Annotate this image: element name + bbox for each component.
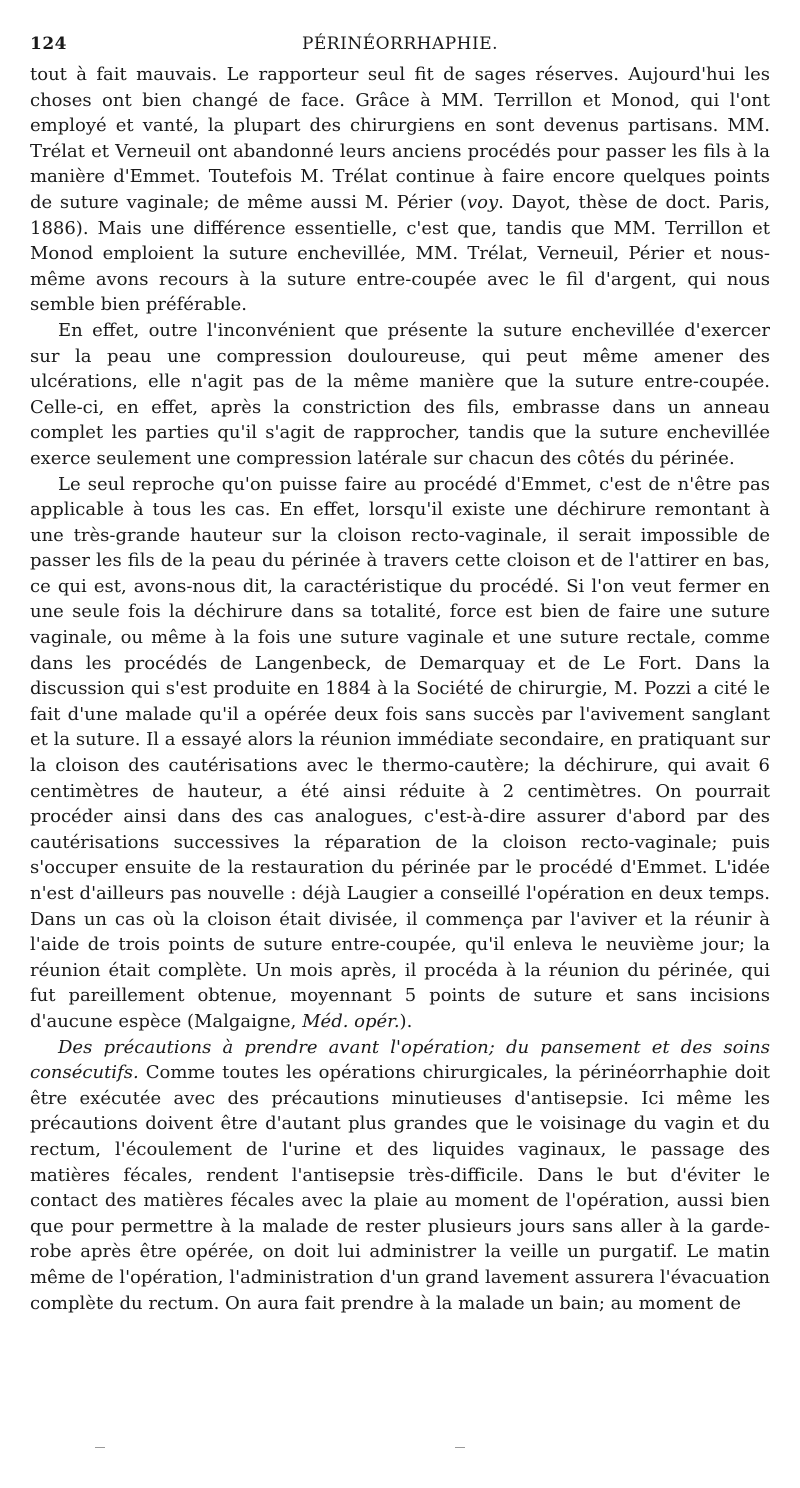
paragraph-1-voy: voy xyxy=(466,191,499,213)
paragraph-1-end: . Dayot, thèse de doct. Paris, 1886). Mais une différence essentielle, c'est que, tandis que MM. Terrillon et Monod emploient la suture enchevillée, MM. Trélat, Verneuil, Périer et nous-même avons recours à la suture entre-coupée avec le fil d'argent, qui nous semble bien préférable. xyxy=(30,191,771,316)
section-heading: Des précautions à prendre avant l'opération; du pansement et des soins consécutifs. xyxy=(30,1036,770,1084)
paragraph-3-text: Le seul reproche qu'on puisse faire au procédé d'Emmet, c'est de n'être pas applicable à tous les cas. En effet, lorsqu'il existe une déchirure remontant à une très-grande hauteur sur la cloison recto-vaginale, il serait impossible de passer les fils de la peau du périnée à travers cette cloison et de l'attirer en bas, ce qui est, avons-nous dit, la caractéristique du procédé. Si l'on veut fermer en une seule fois la déchirure dans sa totalité, force est bien de faire une suture vaginale, ou même à la fois une suture vaginale et une suture rectale, comme dans les procédés de Langenbeck, de Demarquay et de Le Fort. Dans la discussion qui s'est produite en 1884 à la Société de chirurgie, M. Pozzi a cité le fait d'une malade qu'il a opérée deux fois sans succès par l'avivement sanglant et la suture. Il a essayé alors la réunion immédiate secondaire, en pratiquant sur la cloison des cautérisations avec le thermo-cautère; la déchirure, qui avait 6 centimètres de hauteur, a été ainsi réduite à 2 centimètres. On pourrait procéder ainsi dans des cas analogues, c'est-à-dire assurer d'abord par des cautérisations successives la réparation de la cloison recto-vaginale; puis s'occuper ensuite de la restauration du périnée par le procédé d'Emmet. L'idée n'est d'ailleurs pas nouvelle : déjà Laugier a conseillé l'opération en deux temps. Dans un cas où la cloison était divisée, il commença par l'aviver et la réunir à l'aide de trois points de suture entre-coupée, qu'il enleva le neuvième jour; la réunion était complète. Un mois après, il procéda à la réunion du périnée, qui fut pareillement obtenue, moyennant 5 points de suture et sans incisions d'aucune espèce (Malgaigne, xyxy=(30,473,770,1032)
running-title: PÉRINÉORRHAPHIE. xyxy=(301,34,499,54)
paragraph-2-text: En effet, outre l'inconvénient que présente la suture enchevillée d'exercer sur la peau une compression douloureuse, qui peut même amener des ulcérations, elle n'agit pas de la même manière que la suture entre-coupée. Celle-ci, en effet, après la constriction des fils, embrasse dans un anneau complet les parties qu'il s'agit de rapprocher, tandis que la suture enchevillée exerce seulement une compression latérale sur chacun des côtés du périnée. xyxy=(30,319,770,469)
paragraph-1-text: tout à fait mauvais. Le rapporteur seul fit de sages réserves. Aujourd'hui les choses ont bien changé de face. Grâce à MM. Terrillon et Monod, qui l'ont employé et vanté, la plupart des chirurgiens en sont devenus partisans. MM. Trélat et Verneuil ont abandonné leurs anciens procédés pour passer les fils à la manière d'Emmet. Toutefois M. Trélat continue à faire encore quelques points de suture vaginale; de même aussi M. Périer ( xyxy=(30,64,770,213)
page-header xyxy=(30,34,770,54)
scan-mark xyxy=(455,1447,465,1448)
page-number: 124 xyxy=(30,34,67,54)
paragraph-4-text: Comme toutes les opérations chirurgicales, la périnéorrhaphie doit être exécutée avec des précautions minutieuses d'antisepsie. Ici même les précautions doivent être d'autant plus grandes que le voisinage du vagin et du rectum, l'écoulement de l'urine et des liquides vaginaux, le passage des matières fécales, rendent l'antisepsie très-difficile. Dans le but d'éviter le contact des matières fécales avec la plaie au moment de l'opération, aussi bien que pour permettre à la malade de rester plusieurs jours sans aller à la garde-robe après être opérée, on doit lui administrer la veille un purgatif. Le matin même de l'opération, l'administration d'un grand lavement assurera l'évacuation complète du rectum. On aura fait prendre à la malade un bain; au moment de xyxy=(30,1062,770,1314)
paragraph-1 xyxy=(30,62,770,318)
paragraph-4 xyxy=(30,1035,770,1317)
paragraph-3 xyxy=(30,472,770,1035)
paragraph-3-citation: Méd. opér. xyxy=(302,1010,400,1032)
paragraph-2 xyxy=(30,318,770,472)
scan-mark xyxy=(95,1447,105,1448)
paragraph-3-end: ). xyxy=(399,1010,413,1032)
body-text xyxy=(30,62,770,1316)
